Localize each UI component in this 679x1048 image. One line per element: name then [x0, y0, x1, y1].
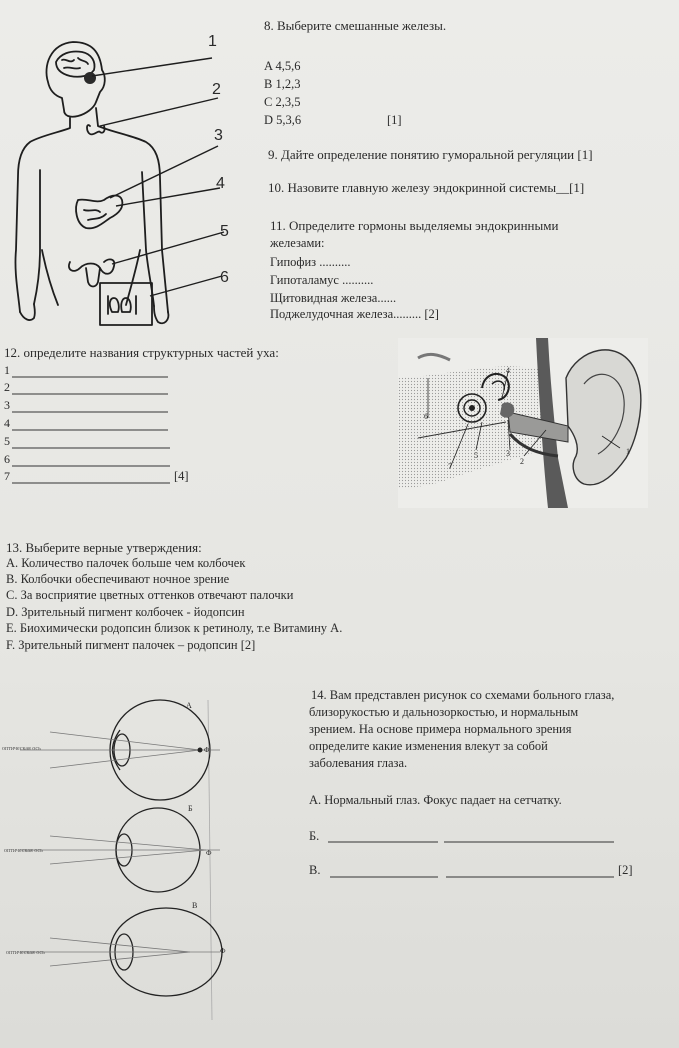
q13-option-b: B. Колбочки обеспечивают ночное зрение: [6, 572, 230, 586]
q12-num-6: 6: [4, 452, 10, 466]
eye-diagrams: [20, 690, 270, 1020]
eye-letter-v: В: [192, 901, 198, 910]
q13-option-f: F. Зрительный пигмент палочек – родопсин [2]: [6, 638, 256, 652]
q13-option-a: A. Количество палочек больше чем колбочек: [6, 556, 246, 570]
ear-label-6: 6: [424, 412, 428, 421]
q12-num-4: 4: [4, 416, 10, 430]
q12-score: [4]: [174, 469, 189, 483]
q14-answer-a: A. Нормальный глаз. Фокус падает на сетчатку.: [309, 793, 562, 807]
body-label-4: 4: [216, 175, 225, 192]
eye-axis-label-c: оптическая ось: [6, 950, 45, 956]
body-label-2: 2: [212, 81, 221, 98]
q14-score: [2]: [618, 863, 633, 877]
body-label-6: 6: [220, 269, 229, 286]
q10-text: 10. Назовите главную железу эндокринной системы__[1]: [268, 180, 585, 195]
ear-label-5: 5: [474, 451, 478, 460]
q11-item-pituitary: Гипофиз ..........: [270, 255, 351, 269]
q8-score: [1]: [387, 113, 402, 127]
q14-line-3: зрением. На основе примера нормального зрения: [309, 722, 572, 736]
q12-num-7: 7: [4, 469, 10, 483]
q14-line-5: заболевания глаза.: [309, 756, 408, 770]
body-label-3: 3: [214, 127, 223, 144]
q14-label-b: Б.: [309, 829, 320, 843]
q13-option-c: C. За восприятие цветных оттенков отвечают палочки: [6, 588, 294, 602]
eye-letter-b: Б: [188, 804, 193, 813]
q11-item-thyroid: Щитовидная железа......: [270, 291, 397, 305]
q12-num-3: 3: [4, 398, 10, 412]
q14-line-4: определите какие изменения влекут за собой: [309, 739, 548, 753]
ear-diagram: [398, 338, 648, 508]
ear-label-3: 3: [506, 449, 510, 458]
q11-title-line2: железами:: [270, 236, 325, 250]
q14-line-1: 14. Вам представлен рисунок со схемами больного глаза,: [311, 688, 615, 702]
q8-option-a: A 4,5,6: [264, 59, 301, 73]
q12-num-2: 2: [4, 380, 10, 394]
q14-answer-blanks: [320, 830, 640, 890]
q8-option-d: D 5,3,6: [264, 113, 302, 127]
ear-label-4: 4: [506, 366, 510, 375]
q12-num-5: 5: [4, 434, 10, 448]
ear-label-2: 2: [520, 457, 524, 466]
q14-label-v: В.: [309, 863, 321, 877]
eye-axis-label-a: оптическая ось: [2, 746, 41, 752]
q13-option-e: E. Биохимически родопсин близок к ретинолу, т.е Витамину А.: [6, 621, 343, 635]
eye-focus-v: Ф: [220, 947, 226, 955]
eye-focus-b: Ф: [206, 849, 212, 857]
q14-line-2: близорукостью и дальнозоркостью, и нормальным: [309, 705, 579, 719]
body-label-5: 5: [220, 223, 229, 240]
eye-axis-label-b: оптическая ось: [4, 848, 43, 854]
body-label-1: 1: [208, 33, 217, 50]
eye-letter-a: A: [186, 701, 192, 710]
q8-option-c: C 2,3,5: [264, 95, 301, 109]
q11-title-line1: 11. Определите гормоны выделяемы эндокринными: [270, 218, 559, 233]
q13-title: 13. Выберите верные утверждения:: [6, 540, 202, 555]
q8-option-b: B 1,2,3: [264, 77, 301, 91]
ear-label-1: 1: [626, 447, 630, 456]
ear-label-7: 7: [448, 462, 452, 471]
q12-blank-lines: [0, 360, 200, 500]
q12-title: 12. определите названия структурных частей уха:: [4, 345, 279, 360]
q11-item-hypothalamus: Гипоталамус ..........: [270, 273, 374, 287]
q11-item-pancreas: Поджелудочная железа......... [2]: [270, 307, 439, 321]
eye-focus-a: Ф: [204, 746, 210, 754]
q9-text: 9. Дайте определение понятию гуморальной регуляции [1]: [268, 147, 593, 162]
q12-num-1: 1: [4, 363, 10, 377]
q13-option-d: D. Зрительный пигмент колбочек - йодопсин: [6, 605, 245, 619]
q8-title: 8. Выберите смешанные железы.: [264, 18, 447, 33]
endocrine-body-diagram: [0, 0, 679, 340]
